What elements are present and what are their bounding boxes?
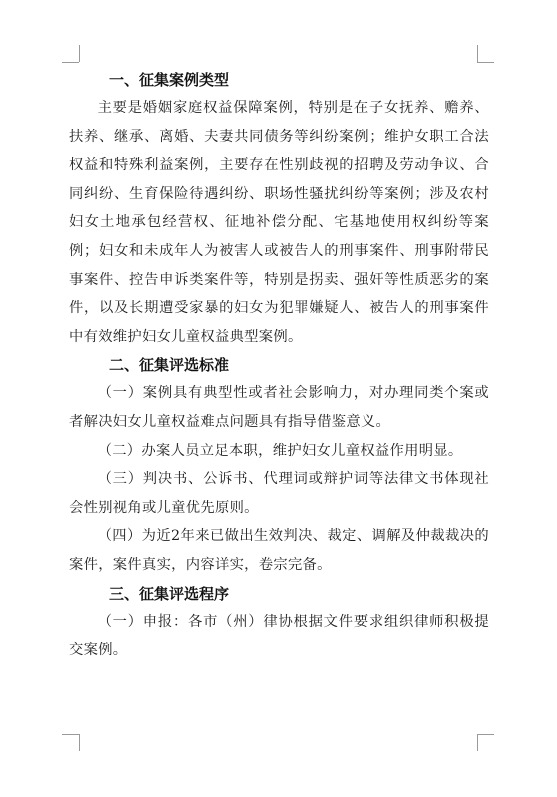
procedure-item-1: （一）申报：各市（州）律协根据文件要求组织律师积极提交案例。 <box>69 613 489 659</box>
section-heading-case-types: 一、征集案例类型 <box>109 71 230 89</box>
crop-mark-top-left-vertical <box>79 45 80 62</box>
document-body <box>69 66 489 665</box>
criteria-item-2: （二）办案人员立足本职，维护妇女儿童权益作用明显。 <box>97 442 463 459</box>
criteria-item-1: （一）案例具有典型性或者社会影响力，对办理同类个案或者解决妇女儿童权益难点问题具有指导借鉴意义。 <box>69 385 489 430</box>
crop-mark-top-right-horizontal <box>477 62 494 63</box>
criteria-item-4: （四）为近2年来已做出生效判决、裁定、调解及仲裁裁决的案件，案件真实，内容详实，卷宗完备。 <box>69 528 489 573</box>
section-heading-selection-criteria: 二、征集评选标准 <box>109 356 230 375</box>
crop-mark-top-right-vertical <box>477 45 478 62</box>
crop-mark-bottom-left-horizontal <box>62 734 79 735</box>
crop-mark-bottom-right-horizontal <box>477 734 494 735</box>
section-heading-selection-procedure: 三、征集评选程序 <box>109 584 230 603</box>
crop-mark-bottom-left-vertical <box>79 734 80 751</box>
crop-mark-top-left-horizontal <box>62 62 79 63</box>
paragraph-case-types: 主要是婚姻家庭权益保障案例，特别是在子女抚养、赡养、扶养、继承、离婚、夫妻共同债务等纠纷案例；维护女职工合法权益和特殊利益案例，主要存在性别歧视的招聘及劳动争议、合同纠纷、生育保险待遇纠纷、职场性骚扰纠纷等案例；涉及农村妇女土地承包经营权、征地补偿分配、宅基地使用权纠纷等案例；妇女和未成年人为被害人或被告人的刑事案件、刑事附带民事案件、控告申诉类案件等，特别是拐卖、强奸等性质恶劣的案件，以及长期遭受家暴的妇女为犯罪嫌疑人、被告人的刑事案件中有效维护妇女儿童权益典型案例。 <box>69 100 489 345</box>
crop-mark-bottom-right-vertical <box>477 734 478 751</box>
criteria-item-3: （三）判决书、公诉书、代理词或辩护词等法律文书体现社会性别视角或儿童优先原则。 <box>69 471 489 516</box>
